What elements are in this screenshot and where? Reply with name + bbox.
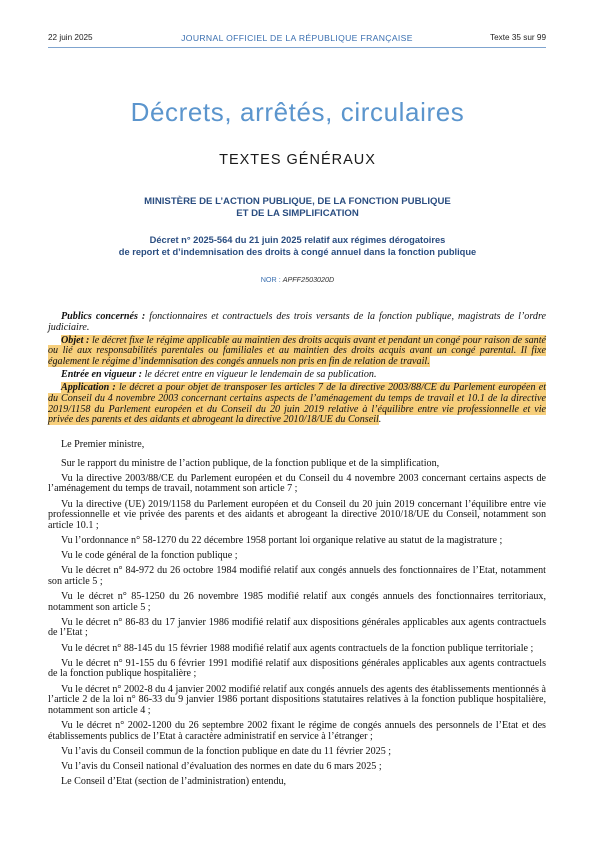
ministry-line-1: MINISTÈRE DE L’ACTION PUBLIQUE, DE LA FONCTION PUBLIQUE bbox=[144, 196, 451, 207]
body-paragraph: Vu la directive (UE) 2019/1158 du Parlement européen et du Conseil du 20 juin 2019 concernant l’équilibre entre vie professionnelle et vie privée des parents et des aidants et abrogeant la directive 2010/18/UE du Conseil, notamment son article 10.1 ; bbox=[48, 498, 546, 531]
decree-title-line-1: Décret n° 2025-564 du 21 juin 2025 relatif aux régimes dérogatoires bbox=[149, 235, 446, 245]
summary-entree bbox=[48, 370, 546, 381]
summary-objet bbox=[48, 336, 546, 368]
body-paragraph: Vu le décret n° 88-145 du 15 février 1988 modifié relatif aux agents contractuels de la fonction publique territoriale ; bbox=[61, 642, 534, 654]
decree-title bbox=[0, 235, 595, 258]
application-highlight bbox=[48, 382, 546, 425]
decree-summary bbox=[48, 312, 546, 428]
page-number: Texte 35 sur 99 bbox=[490, 33, 546, 42]
nor-value: APFF2503020D bbox=[282, 275, 335, 284]
summary-publics bbox=[48, 312, 546, 333]
nor-reference bbox=[0, 275, 595, 284]
entree-label: Entrée en vigueur : bbox=[61, 369, 143, 381]
publication-date: 22 juin 2025 bbox=[48, 33, 93, 42]
body-paragraph: Vu l’ordonnance n° 58-1270 du 22 décembre 1958 portant loi organique relative au statut de la magistrature ; bbox=[61, 534, 503, 546]
section-title: TEXTES GÉNÉRAUX bbox=[219, 152, 376, 168]
application-end: . bbox=[378, 414, 382, 426]
entree-text: le décret entre en vigueur le lendemain de sa publication. bbox=[144, 369, 377, 381]
application-text: le décret a pour objet de transposer les articles 7 de la directive 2003/88/CE du Parlement européen et du Conseil du 4 novembre 2003 concernant certains aspects de l’aménagement du temps de travail et 10.1 de la directive 2019/1158 du Parlement européen et du Conseil du 20 juin 2019 relative à l’équilibre entre vie professionnelle et vie privée des parents et des aidants et abrogeant la directive 2010/18/UE du Conseil bbox=[48, 382, 547, 426]
body-paragraph: Le Premier ministre, bbox=[61, 439, 145, 450]
body-paragraph: Vu le décret n° 86-83 du 17 janvier 1986 modifié relatif aux dispositions générales applicables aux agents contractuels de l’Etat ; bbox=[48, 616, 546, 639]
publics-label: Publics concernés : bbox=[61, 311, 146, 322]
body-paragraph: Vu le décret n° 91-155 du 6 février 1991 modifié relatif aux dispositions générales applicables aux agents contractuels de la fonction publique hospitalière ; bbox=[48, 657, 546, 680]
application-label: Application : bbox=[61, 382, 116, 394]
body-paragraph: Vu le décret n° 2002-1200 du 26 septembre 2002 fixant le régime de congés annuels des personnels de l’Etat et des établissements publics de l’Etat à caractère administratif en service à l’étranger ; bbox=[48, 720, 546, 742]
nor-label: NOR : bbox=[260, 275, 281, 284]
journal-name: JOURNAL OFFICIEL DE LA RÉPUBLIQUE FRANÇAISE bbox=[181, 33, 413, 43]
body-paragraph: Sur le rapport du ministre de l’action publique, de la fonction publique et de la simplification, bbox=[61, 457, 440, 469]
body-paragraph: Le Conseil d’Etat (section de l’administration) entendu, bbox=[61, 776, 287, 788]
page-header bbox=[48, 33, 546, 47]
body-paragraph: Vu le décret n° 85-1250 du 26 novembre 1985 modifié relatif aux congés annuels des fonctionnaires territoriaux, notamment son article 5 ; bbox=[48, 591, 546, 613]
body-paragraph: Vu l’avis du Conseil national d’évaluation des normes en date du 6 mars 2025 ; bbox=[61, 760, 382, 772]
ministry-line-2: ET DE LA SIMPLIFICATION bbox=[236, 208, 359, 219]
summary-application bbox=[48, 383, 546, 425]
ministry-heading bbox=[0, 196, 595, 220]
body-paragraph: Vu le décret n° 84-972 du 26 octobre 1984 modifié relatif aux congés annuels des fonctionnaires de l’Etat, notamment son article 5 ; bbox=[48, 565, 546, 587]
objet-highlight bbox=[48, 335, 546, 367]
header-divider bbox=[48, 47, 546, 48]
main-title: Décrets, arrêtés, circulaires bbox=[130, 97, 465, 127]
body-paragraph: Vu la directive 2003/88/CE du Parlement européen et du Conseil du 4 novembre 2003 concernant certains aspects de l’aménagement du temps de travail, notamment son article 7 ; bbox=[48, 472, 546, 495]
decree-title-line-2: de report et d’indemnisation des droits à congé annuel dans la fonction publique bbox=[118, 246, 477, 257]
publics-text: fonctionnaires et contractuels des trois versants de la fonction publique, magistrats de l’ordre judiciaire. bbox=[48, 311, 546, 333]
body-paragraph: Vu le décret n° 2002-8 du 4 janvier 2002 modifié relatif aux congés annuels des agents des établissements mentionnés à l’article 2 de la loi n° 86-33 du 9 janvier 1986 portant dispositions statutaires relatives à la fonction publique hospitalière, notamment son article 4 ; bbox=[48, 683, 546, 716]
decree-body bbox=[48, 440, 546, 792]
body-paragraph: Vu le code général de la fonction publique ; bbox=[61, 550, 238, 562]
body-paragraph: Vu l’avis du Conseil commun de la fonction publique en date du 11 février 2025 ; bbox=[61, 745, 392, 757]
objet-text: le décret fixe le régime applicable au maintien des droits acquis avant et pendant un congé pour raison de santé ou lié aux responsabilités parentales ou familiales et au maintien des droits acquis avant un congé parental. Il fixe également le régime d’indemnisation des congés annuels non pris en fin de relation de travail. bbox=[48, 334, 546, 367]
objet-label: Objet : bbox=[61, 334, 90, 346]
